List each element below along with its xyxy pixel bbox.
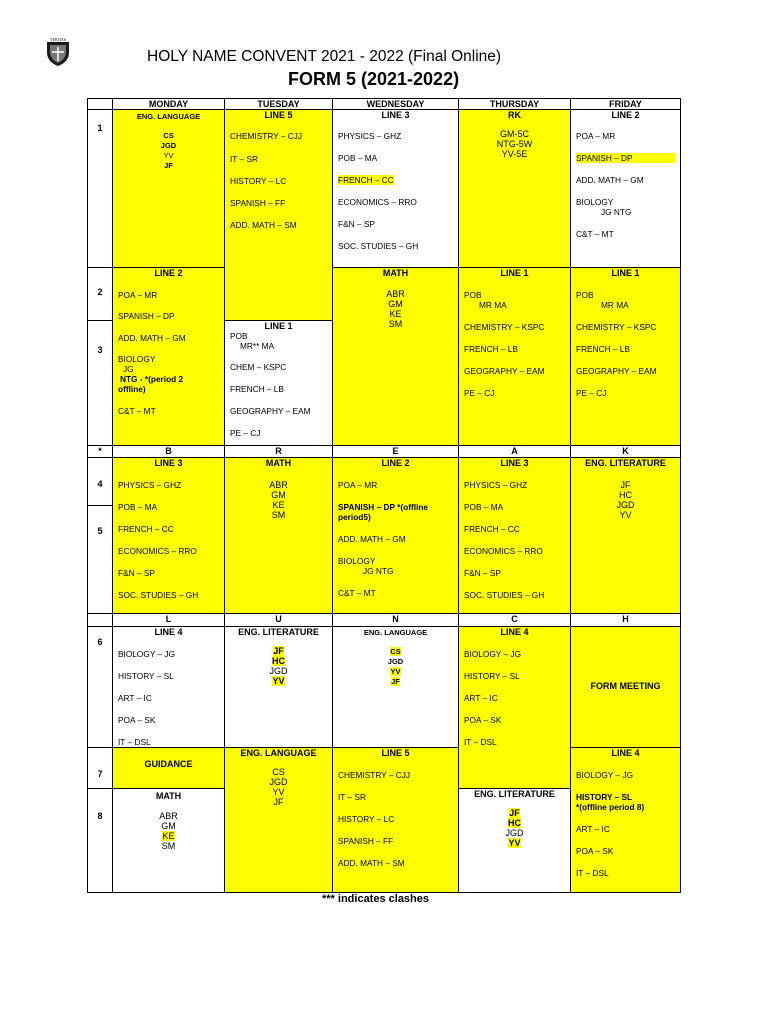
subject: SPANISH – DP: [118, 311, 175, 321]
subject: IT – SR: [338, 792, 366, 802]
teacher: CS: [390, 647, 401, 656]
monday-period-1: [112, 109, 225, 268]
teacher: MR** MA: [240, 341, 275, 351]
monday-period-7: GUIDANCE: [112, 747, 225, 789]
wednesday-period-2-3: [332, 267, 459, 446]
subject: SPANISH – DP *(offline: [338, 502, 429, 512]
subject: SOC. STUDIES – GH: [338, 241, 419, 251]
teacher: MR MA: [479, 300, 507, 310]
subject: SPANISH – FF: [338, 836, 394, 846]
period-number: 6: [87, 626, 113, 748]
thursday-period-2-3: [458, 267, 571, 446]
teacher: YV: [619, 510, 632, 520]
wednesday-period-4-5: [332, 457, 459, 614]
subject: BIOLOGY – JG: [118, 649, 176, 659]
subject: ART – IC: [464, 693, 498, 703]
teacher: YV: [390, 667, 401, 676]
teacher: JG: [123, 364, 134, 374]
subject: HISTORY – SL: [464, 671, 520, 681]
day-header: WEDNESDAY: [332, 98, 459, 110]
subject: CHEMISTRY – KSPC: [576, 322, 657, 332]
school-title: HOLY NAME CONVENT 2021 - 2022 (Final Online): [147, 48, 502, 65]
tuesday-period-3: [224, 320, 333, 446]
class-title: MATH: [382, 268, 409, 278]
lunch-letter: U: [224, 613, 333, 627]
teacher: GM: [161, 821, 176, 831]
teacher: CS: [163, 131, 174, 140]
monday-period-6: [112, 626, 225, 748]
lunch-letter: H: [570, 613, 681, 627]
day-header: THURSDAY: [458, 98, 571, 110]
subject: ADD. MATH – GM: [576, 175, 644, 185]
thursday-period-8: [458, 788, 571, 893]
class-title: LINE 3: [500, 458, 529, 468]
teacher: JGD: [269, 666, 288, 676]
teacher: HC: [272, 656, 285, 666]
friday-period-2-3: [570, 267, 681, 446]
subject: ADD. MATH – GM: [338, 534, 406, 544]
teacher: JGD: [269, 777, 288, 787]
tuesday-period-4-5: [224, 457, 333, 614]
subject: GEOGRAPHY – EAM: [464, 366, 545, 376]
class-title: LINE 1: [611, 268, 640, 278]
period-number: 8: [87, 788, 113, 893]
subject: FRENCH – LB: [464, 344, 518, 354]
subject: PE – CJ: [464, 388, 495, 398]
teacher: YV-5E: [501, 149, 528, 159]
teacher: JGD: [387, 657, 404, 666]
teacher: KE: [272, 500, 285, 510]
tuesday-period-1-2: [224, 109, 333, 321]
break-letter: K: [570, 445, 681, 458]
teacher: CS: [272, 767, 285, 777]
teacher: JF: [620, 480, 631, 490]
period-number: 1: [87, 109, 113, 268]
teacher: SM: [271, 510, 286, 520]
class-title: ENG. LANGUAGE: [136, 112, 201, 121]
subject: GEOGRAPHY – EAM: [230, 406, 311, 416]
class-title: LINE 4: [611, 748, 640, 758]
subject: POB: [230, 331, 248, 341]
lunch-letter: C: [458, 613, 571, 627]
class-title: LINE 2: [381, 458, 410, 468]
subject: SOC. STUDIES – GH: [464, 590, 545, 600]
wednesday-period-6: [332, 626, 459, 748]
subject-note: period5): [338, 512, 371, 522]
subject: CHEMISTRY – CJJ: [230, 131, 303, 141]
subject: POB: [576, 290, 594, 300]
class-title: LINE 3: [381, 110, 410, 120]
teacher: KE: [389, 309, 402, 319]
class-title: ENG. LANGUAGE: [363, 628, 428, 637]
friday-period-4-5: [570, 457, 681, 614]
break-letter: R: [224, 445, 333, 458]
subject: POA – MR: [338, 480, 378, 490]
subject: IT – DSL: [576, 868, 609, 878]
subject-note: *(offline period 8): [576, 802, 645, 812]
teacher: JG NTG: [601, 207, 632, 217]
crest-motto: VERITAS: [50, 38, 66, 42]
subject: C&T – MT: [576, 229, 614, 239]
subject: BIOLOGY: [338, 556, 376, 566]
subject: POA – SK: [576, 846, 614, 856]
timetable: [87, 98, 681, 893]
subject: HISTORY – LC: [230, 176, 287, 186]
subject: ADD. MATH – SM: [338, 858, 405, 868]
subject: ECONOMICS – RRO: [338, 197, 417, 207]
break-letter: E: [332, 445, 459, 458]
subject: PHYSICS – GHZ: [118, 480, 182, 490]
teacher: GM: [388, 299, 403, 309]
thursday-period-6-7: [458, 626, 571, 789]
class-title: RK: [508, 110, 521, 120]
thursday-period-4-5: [458, 457, 571, 614]
subject: GEOGRAPHY – EAM: [576, 366, 657, 376]
subject: IT – DSL: [118, 737, 151, 747]
subject: POB: [464, 290, 482, 300]
subject: FRENCH – CC: [338, 175, 394, 185]
subject: FRENCH – CC: [118, 524, 174, 534]
subject: SPANISH – FF: [230, 198, 286, 208]
subject: FRENCH – LB: [230, 384, 284, 394]
period-number: 4: [87, 457, 113, 506]
subject: BIOLOGY – JG: [576, 770, 634, 780]
teacher: YV: [272, 676, 285, 686]
teacher: SM: [161, 841, 176, 851]
subject: ART – IC: [118, 693, 152, 703]
subject: PE – CJ: [230, 428, 261, 438]
friday-period-1: [570, 109, 681, 268]
day-header: FRIDAY: [570, 98, 681, 110]
subject: PHYSICS – GHZ: [338, 131, 402, 141]
wednesday-period-7-8: [332, 747, 459, 893]
subject: SOC. STUDIES – GH: [118, 590, 199, 600]
school-crest-icon: [44, 37, 72, 67]
class-title: ENG. LITERATURE: [585, 458, 666, 468]
teacher: JF: [273, 646, 284, 656]
teacher: JGD: [616, 500, 635, 510]
subject: POA – MR: [576, 131, 616, 141]
period-number: 5: [87, 505, 113, 614]
subject: F&N – SP: [338, 219, 375, 229]
friday-period-6: FORM MEETING: [570, 626, 681, 748]
period-number: 2: [87, 267, 113, 321]
teacher: KE: [162, 831, 175, 841]
teacher: NTG-5W: [496, 139, 533, 149]
subject: CHEMISTRY – KSPC: [464, 322, 545, 332]
class-title: ENG. LITERATURE: [474, 789, 555, 799]
lunch-letter: L: [112, 613, 225, 627]
subject: POB – MA: [464, 502, 504, 512]
monday-period-2-3: [112, 267, 225, 446]
lunch-letter: N: [332, 613, 459, 627]
subject: POB – MA: [118, 502, 158, 512]
class-title: ENG. LITERATURE: [238, 627, 319, 637]
teacher: YV: [508, 838, 521, 848]
subject: HISTORY – LC: [338, 814, 395, 824]
class-title: LINE 5: [381, 748, 410, 758]
subject: ECONOMICS – RRO: [118, 546, 197, 556]
subject: POB – MA: [338, 153, 378, 163]
subject: HISTORY – SL: [576, 792, 633, 802]
teacher: JG NTG: [363, 566, 394, 576]
class-title: LINE 1: [500, 268, 529, 278]
subject: SPANISH – DP: [576, 153, 676, 163]
day-header: MONDAY: [112, 98, 225, 110]
subject: ART – IC: [576, 824, 610, 834]
subject: F&N – SP: [464, 568, 501, 578]
subject: POA – MR: [118, 290, 158, 300]
teacher: JGD: [505, 828, 524, 838]
class-title: MATH: [265, 458, 292, 468]
teacher: YV: [272, 787, 285, 797]
footnote: *** indicates clashes: [322, 893, 430, 905]
teacher: HC: [508, 818, 521, 828]
class-title: MATH: [155, 791, 182, 801]
class-title: LINE 3: [154, 458, 183, 468]
teacher: SM: [388, 319, 403, 329]
class-title: LINE 1: [264, 321, 293, 331]
subject: PE – CJ: [576, 388, 607, 398]
subject: IT – SR: [230, 154, 258, 164]
subject: BIOLOGY: [118, 354, 156, 364]
form-title: FORM 5 (2021-2022): [288, 69, 460, 89]
day-header: TUESDAY: [224, 98, 333, 110]
teacher-note: NTG - *(period 2: [120, 374, 184, 384]
teacher: ABR: [269, 480, 288, 490]
thursday-period-1: [458, 109, 571, 268]
teacher: GM-5C: [500, 129, 529, 139]
period-number: 7: [87, 747, 113, 789]
wednesday-period-1: [332, 109, 459, 268]
break-letter: B: [112, 445, 225, 458]
monday-period-8: [112, 788, 225, 893]
subject: C&T – MT: [118, 406, 156, 416]
subject: POA – SK: [118, 715, 156, 725]
teacher: ABR: [386, 289, 405, 299]
subject: PHYSICS – GHZ: [464, 480, 528, 490]
subject: POA – SK: [464, 715, 502, 725]
subject: FRENCH – LB: [576, 344, 630, 354]
subject: ADD. MATH – SM: [230, 220, 297, 230]
tuesday-period-7-8: [224, 747, 333, 893]
teacher: JF: [164, 161, 173, 170]
subject: CHEMISTRY – CJJ: [338, 770, 411, 780]
period-number-blank: [87, 613, 113, 627]
subject: IT – DSL: [464, 737, 497, 747]
subject: C&T – MT: [338, 588, 376, 598]
class-title: LINE 4: [154, 627, 183, 637]
teacher: HC: [619, 490, 632, 500]
teacher: JF: [273, 797, 284, 807]
subject: CHEM – KSPC: [230, 362, 287, 372]
monday-period-4-5: [112, 457, 225, 614]
class-title: LINE 4: [500, 627, 529, 637]
subject: ADD. MATH – GM: [118, 333, 186, 343]
teacher: JGD: [160, 141, 177, 150]
period-number: 3: [87, 320, 113, 446]
subject: FRENCH – CC: [464, 524, 520, 534]
teacher: MR MA: [601, 300, 629, 310]
subject: F&N – SP: [118, 568, 155, 578]
class-title: LINE 2: [154, 268, 183, 278]
teacher: JF: [391, 677, 400, 686]
subject: HISTORY – SL: [118, 671, 174, 681]
class-title: LINE 5: [264, 110, 293, 120]
teacher: JF: [509, 808, 520, 818]
period-number: *: [87, 445, 113, 458]
subject: BIOLOGY – JG: [464, 649, 522, 659]
subject: BIOLOGY: [576, 197, 614, 207]
teacher: GM: [271, 490, 286, 500]
subject: ECONOMICS – RRO: [464, 546, 543, 556]
teacher: ABR: [159, 811, 178, 821]
tuesday-period-6: [224, 626, 333, 748]
class-title: LINE 2: [611, 110, 640, 120]
teacher: YV: [163, 151, 174, 160]
class-title: ENG. LANGUAGE: [240, 748, 317, 758]
break-letter: A: [458, 445, 571, 458]
friday-period-7-8: [570, 747, 681, 893]
teacher-note: offline): [118, 384, 146, 394]
